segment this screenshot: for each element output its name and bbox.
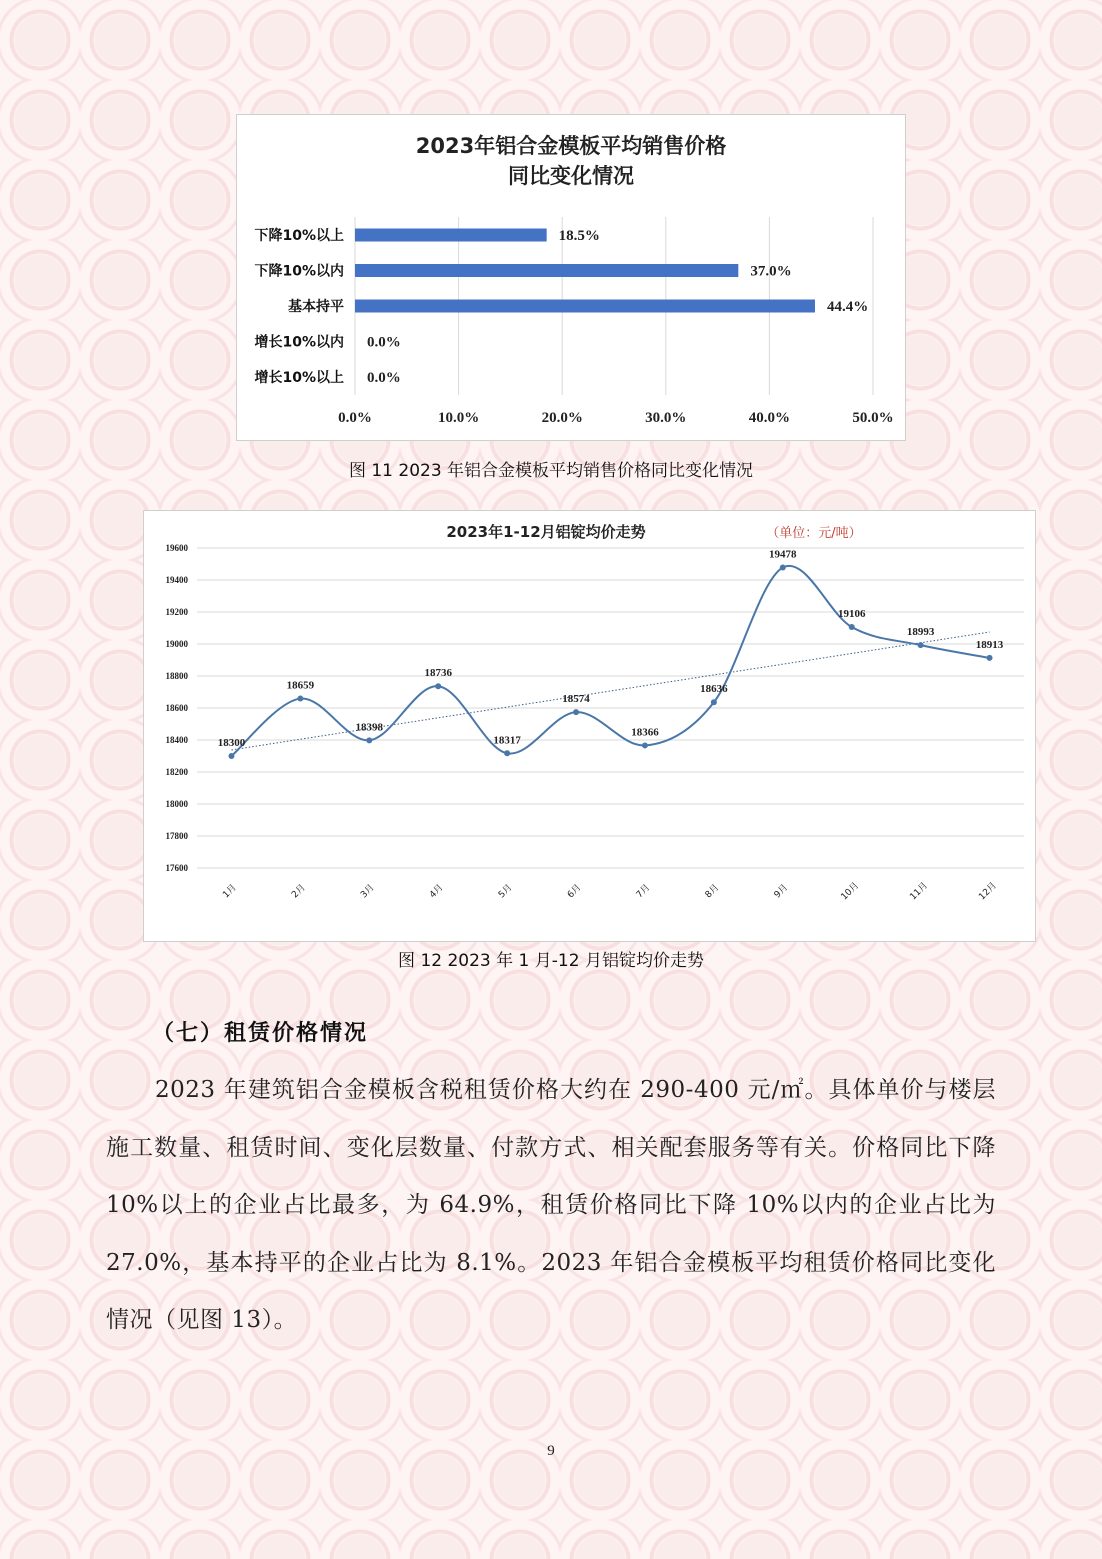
x-tick-label: 3月 [359, 882, 377, 901]
figure-12-chart [143, 510, 1036, 942]
x-tick-label: 10月 [839, 880, 862, 903]
data-point [228, 753, 234, 759]
chart-subtitle: 同比变化情况 [508, 164, 634, 188]
data-label: 18913 [975, 638, 1004, 651]
category-label: 下降10%以上 [254, 228, 344, 244]
x-tick-label: 5月 [496, 882, 515, 901]
y-tick-label: 17800 [165, 831, 188, 841]
category-label: 基本持平 [288, 299, 344, 315]
data-point [642, 742, 648, 748]
data-label: 18317 [493, 734, 521, 747]
x-tick-label: 1月 [221, 882, 239, 901]
section-heading: （七）租赁价格情况 [152, 1021, 369, 1046]
data-point [918, 642, 924, 648]
y-tick-label: 19000 [165, 639, 188, 649]
data-point [987, 655, 993, 661]
y-tick-label: 19600 [165, 543, 188, 553]
data-label: 19478 [769, 548, 797, 561]
category-label: 增长10%以内 [254, 334, 344, 351]
page-number: 9 [547, 1443, 555, 1459]
category-label: 增长10%以上 [254, 370, 344, 386]
x-tick-label: 8月 [703, 882, 722, 901]
data-point [366, 737, 372, 743]
data-point [780, 565, 786, 571]
figure-12-caption: 图 12 2023 年 1 月-12 月铝锭均价走势 [398, 951, 704, 971]
x-tick-label: 30.0% [645, 410, 687, 426]
data-label: 37.0% [750, 263, 792, 280]
bar [355, 229, 547, 242]
y-tick-label: 19200 [165, 607, 188, 617]
bar-chart-svg [237, 115, 905, 440]
unit-note: （单位：元/吨） [766, 526, 862, 541]
body-paragraph: 2023 年建筑铝合金模板含税租赁价格大约在 290-400 元/㎡。具体单价与楼层施工数量、租赁时间、变化层数量、付款方式、相关配套服务等有关。价格同比下降 10%以上的企业占比最多，为 64.9%，租赁价格同比下降 10%以内的企业占比为 27.0%，基本持平的企业占比为 8.1%。2023 年铝合金模板平均租赁价格同比变化情况（见图 13）。 [106, 1077, 996, 1333]
x-tick-label: 10.0% [437, 410, 480, 426]
x-tick-label: 9月 [772, 882, 791, 901]
x-tick-label: 12月 [977, 880, 999, 903]
data-label: 18993 [906, 626, 935, 639]
data-label: 18736 [424, 667, 452, 680]
data-point [435, 683, 441, 689]
x-tick-label: 2月 [290, 882, 308, 901]
line-chart-svg [144, 511, 1035, 941]
data-label: 18659 [286, 679, 315, 692]
data-label: 18.5% [558, 228, 600, 244]
x-tick-label: 6月 [565, 882, 584, 901]
y-tick-label: 18600 [165, 703, 188, 713]
data-label: 18398 [355, 721, 384, 734]
data-label: 44.4% [826, 299, 869, 315]
bar [355, 300, 815, 313]
x-tick-label: 7月 [634, 882, 653, 901]
data-label: 0.0% [367, 334, 401, 351]
x-tick-label: 20.0% [541, 410, 583, 426]
chart-title: 2023年1-12月铝锭均价走势 [446, 523, 646, 541]
data-point [573, 709, 579, 715]
data-point [711, 699, 717, 705]
x-tick-label: 11月 [908, 880, 930, 903]
data-point [297, 696, 303, 702]
data-label: 18636 [700, 683, 728, 696]
chart-title: 2023年铝合金模板平均销售价格 [415, 134, 727, 158]
data-label: 0.0% [367, 370, 401, 386]
data-label: 18300 [217, 737, 246, 749]
data-label: 18366 [631, 726, 659, 739]
x-tick-label: 4月 [428, 882, 446, 901]
data-point [504, 750, 510, 756]
y-tick-label: 18800 [165, 671, 188, 681]
trend-line [231, 632, 989, 750]
x-tick-label: 50.0% [852, 410, 894, 426]
figure-11-caption: 图 11 2023 年铝合金模板平均销售价格同比变化情况 [348, 461, 754, 481]
y-tick-label: 18200 [165, 767, 188, 777]
data-label: 18574 [562, 693, 590, 706]
bar [355, 264, 738, 277]
y-tick-label: 17600 [165, 863, 188, 873]
x-tick-label: 40.0% [748, 410, 791, 426]
data-point [849, 624, 855, 630]
category-label: 下降10%以内 [254, 263, 344, 280]
data-label: 19106 [837, 608, 866, 621]
y-tick-label: 18400 [165, 735, 188, 745]
series-line [231, 566, 989, 756]
x-tick-label: 0.0% [338, 410, 372, 426]
y-tick-label: 19400 [165, 575, 188, 585]
figure-11-chart [236, 114, 906, 441]
y-tick-label: 18000 [165, 799, 188, 809]
